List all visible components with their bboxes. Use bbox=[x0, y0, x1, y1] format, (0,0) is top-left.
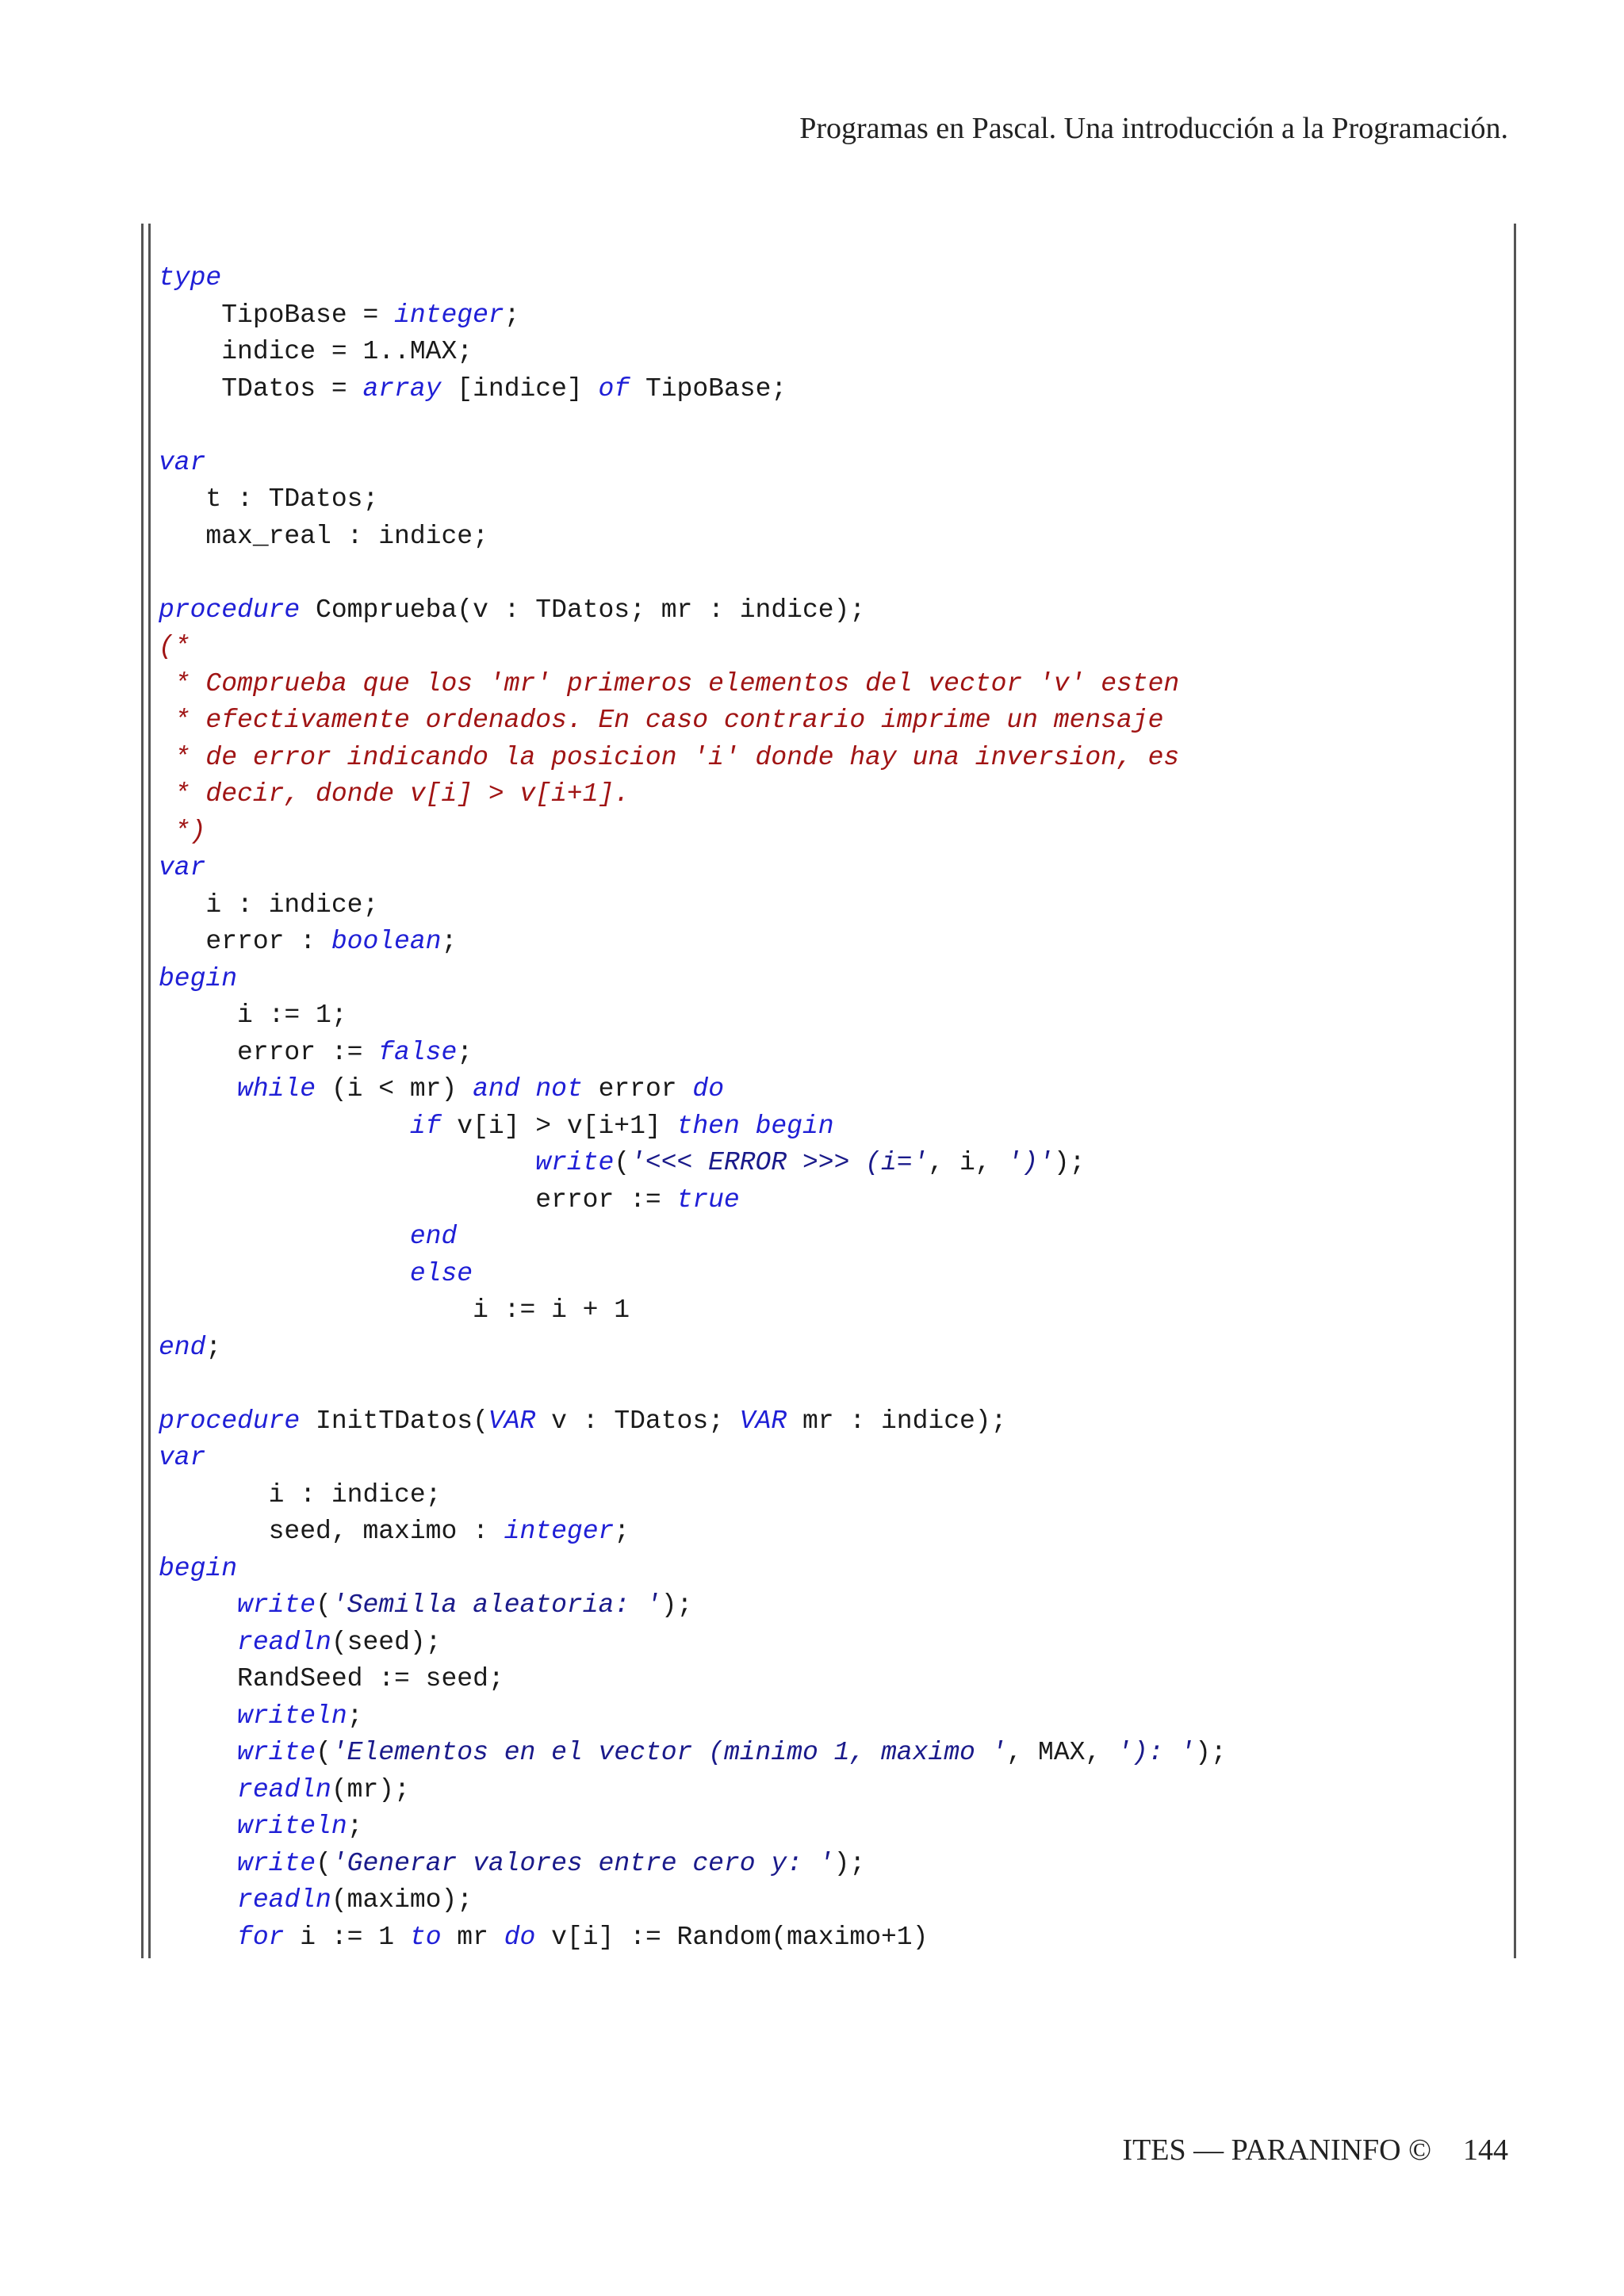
code-line bbox=[159, 1403, 1500, 1441]
code-text: [indice] bbox=[441, 373, 599, 404]
code-keyword: else bbox=[409, 1258, 473, 1288]
code-keyword: readln bbox=[237, 1627, 331, 1657]
code-keyword: begin bbox=[159, 963, 238, 993]
code-comment: * decir, donde v[i] > v[i+1]. bbox=[159, 779, 630, 809]
code-text: indice = 1..MAX; bbox=[159, 337, 473, 366]
right-rule bbox=[1514, 224, 1516, 1958]
code-line bbox=[159, 592, 1500, 629]
pascal-code-block bbox=[159, 260, 1500, 1956]
code-keyword: type bbox=[159, 263, 222, 293]
code-text: TDatos = bbox=[159, 373, 363, 404]
code-keyword: writeln bbox=[237, 1701, 347, 1731]
code-line bbox=[159, 1108, 1500, 1146]
code-text: (maximo); bbox=[331, 1885, 473, 1915]
code-keyword: writeln bbox=[237, 1812, 347, 1841]
code-line bbox=[159, 702, 1500, 740]
code-keyword: write bbox=[535, 1148, 615, 1177]
code-keyword: begin bbox=[159, 1553, 238, 1583]
code-comment: (* bbox=[159, 632, 190, 661]
code-keyword: procedure bbox=[159, 1406, 301, 1436]
code-text: v[i] := Random(maximo+1) bbox=[535, 1922, 929, 1952]
code-keyword: readln bbox=[237, 1885, 331, 1915]
code-line bbox=[159, 334, 1500, 371]
code-line bbox=[159, 1477, 1500, 1514]
code-line bbox=[159, 1735, 1500, 1772]
code-comment: *) bbox=[159, 816, 206, 846]
code-text: (mr); bbox=[331, 1774, 410, 1804]
code-line bbox=[159, 408, 1500, 445]
code-line bbox=[159, 1772, 1500, 1809]
code-keyword: boolean bbox=[331, 927, 442, 956]
code-keyword: for bbox=[237, 1922, 285, 1952]
code-line bbox=[159, 297, 1500, 335]
code-line bbox=[159, 1071, 1500, 1108]
code-text: ); bbox=[661, 1590, 693, 1620]
code-text: ( bbox=[614, 1148, 630, 1177]
code-line bbox=[159, 629, 1500, 666]
code-text: ); bbox=[1053, 1148, 1086, 1177]
code-text: t : TDatos; bbox=[159, 484, 379, 514]
page-number: 144 bbox=[1463, 2133, 1508, 2167]
code-line bbox=[159, 850, 1500, 887]
code-text: , i, bbox=[928, 1148, 1007, 1177]
code-line bbox=[159, 776, 1500, 813]
code-string: ')' bbox=[1006, 1148, 1054, 1177]
code-text: (seed); bbox=[331, 1627, 442, 1657]
code-text: ; bbox=[347, 1701, 363, 1731]
running-header: Programas en Pascal. Una introducción a la Programación. bbox=[799, 112, 1508, 145]
code-line bbox=[159, 1698, 1500, 1735]
code-text: max_real : indice; bbox=[159, 521, 488, 551]
code-line bbox=[159, 1624, 1500, 1662]
code-keyword: VAR bbox=[739, 1406, 787, 1436]
left-double-rule-inner bbox=[148, 224, 151, 1958]
code-text: ); bbox=[1195, 1738, 1227, 1767]
code-keyword: end bbox=[409, 1222, 458, 1251]
code-text: ; bbox=[504, 300, 520, 330]
code-line bbox=[159, 1182, 1500, 1219]
code-text: , MAX, bbox=[1006, 1738, 1117, 1767]
code-line bbox=[159, 555, 1500, 592]
code-line bbox=[159, 1219, 1500, 1256]
code-keyword: true bbox=[676, 1184, 740, 1215]
code-keyword: integer bbox=[394, 300, 504, 330]
footer-publisher: ITES — PARANINFO © bbox=[1122, 2133, 1431, 2167]
code-line bbox=[159, 1919, 1500, 1957]
code-text: mr : indice); bbox=[787, 1406, 1007, 1436]
code-text bbox=[159, 1812, 237, 1841]
code-comment: * Comprueba que los 'mr' primeros elementos del vector 'v' esten bbox=[159, 668, 1180, 698]
code-keyword: and bbox=[473, 1074, 520, 1104]
code-text: error : bbox=[159, 927, 331, 956]
code-text: ; bbox=[614, 1517, 630, 1546]
code-string: 'Semilla aleatoria: ' bbox=[331, 1590, 661, 1620]
code-text bbox=[159, 1148, 535, 1177]
code-text bbox=[159, 1701, 237, 1731]
code-line bbox=[159, 1292, 1500, 1330]
code-line bbox=[159, 519, 1500, 556]
code-keyword: not bbox=[535, 1074, 583, 1104]
code-text bbox=[159, 1738, 237, 1767]
code-text: error := bbox=[159, 1184, 677, 1215]
code-string: '): ' bbox=[1116, 1738, 1196, 1767]
code-text bbox=[520, 1074, 536, 1104]
code-text bbox=[159, 1849, 237, 1878]
code-keyword: false bbox=[378, 1037, 458, 1067]
code-text: Comprueba(v : TDatos; mr : indice); bbox=[300, 595, 866, 625]
code-text: i := i + 1 bbox=[159, 1295, 630, 1325]
code-line bbox=[159, 1145, 1500, 1182]
code-text bbox=[159, 1628, 237, 1657]
code-listing-frame bbox=[141, 224, 1516, 1958]
code-keyword: do bbox=[504, 1922, 536, 1952]
code-line bbox=[159, 1330, 1500, 1367]
code-keyword: do bbox=[692, 1074, 724, 1104]
code-keyword: then bbox=[676, 1111, 740, 1141]
code-string: 'Generar valores entre cero y: ' bbox=[331, 1848, 834, 1878]
code-line bbox=[159, 445, 1500, 482]
code-line bbox=[159, 666, 1500, 703]
code-string: 'Elementos en el vector (minimo 1, maximo ' bbox=[331, 1738, 1007, 1767]
code-line bbox=[159, 1587, 1500, 1624]
code-keyword: array bbox=[362, 373, 442, 404]
code-text bbox=[159, 1923, 237, 1952]
code-text: v : TDatos; bbox=[535, 1406, 740, 1436]
code-keyword: readln bbox=[237, 1774, 331, 1804]
code-text: i : indice; bbox=[159, 890, 379, 920]
code-text bbox=[740, 1112, 756, 1141]
code-text: ( bbox=[316, 1738, 331, 1767]
code-line bbox=[159, 481, 1500, 519]
code-text: i := 1; bbox=[159, 1001, 347, 1030]
code-text: v[i] > v[i+1] bbox=[441, 1111, 677, 1141]
code-keyword: procedure bbox=[159, 595, 301, 625]
code-line bbox=[159, 924, 1500, 961]
left-double-rule-outer bbox=[141, 224, 144, 1958]
code-text: mr bbox=[441, 1922, 504, 1952]
code-string: '<<< ERROR >>> (i=' bbox=[630, 1148, 929, 1177]
code-keyword: var bbox=[159, 447, 206, 477]
code-line bbox=[159, 1551, 1500, 1588]
code-keyword: write bbox=[237, 1590, 316, 1620]
code-text: ; bbox=[457, 1037, 473, 1067]
code-text: TipoBase; bbox=[630, 373, 787, 404]
code-text: InitTDatos( bbox=[300, 1406, 488, 1436]
code-text: ( bbox=[316, 1848, 331, 1878]
code-keyword: write bbox=[237, 1848, 316, 1878]
code-text bbox=[159, 1775, 237, 1804]
code-text: RandSeed := seed; bbox=[159, 1664, 504, 1693]
code-keyword: while bbox=[237, 1074, 316, 1104]
code-keyword: of bbox=[598, 373, 630, 404]
code-line bbox=[159, 740, 1500, 777]
code-keyword: end bbox=[159, 1332, 206, 1362]
code-line bbox=[159, 961, 1500, 998]
code-text bbox=[159, 1259, 410, 1288]
code-keyword: var bbox=[159, 853, 206, 882]
code-keyword: VAR bbox=[488, 1406, 536, 1436]
code-keyword: integer bbox=[504, 1517, 615, 1546]
code-line bbox=[159, 260, 1500, 297]
code-text: ); bbox=[833, 1848, 866, 1878]
code-line bbox=[159, 1366, 1500, 1403]
code-line bbox=[159, 887, 1500, 924]
code-keyword: var bbox=[159, 1443, 206, 1472]
code-keyword: begin bbox=[755, 1111, 834, 1141]
code-text: error := bbox=[159, 1037, 379, 1067]
code-keyword: write bbox=[237, 1738, 316, 1767]
code-line bbox=[159, 1846, 1500, 1883]
code-text: i := 1 bbox=[284, 1922, 410, 1952]
code-line bbox=[159, 1661, 1500, 1698]
code-text: TipoBase = bbox=[159, 300, 395, 330]
code-text: ; bbox=[205, 1332, 222, 1362]
code-text bbox=[159, 1590, 237, 1620]
code-line bbox=[159, 371, 1500, 408]
code-keyword: if bbox=[409, 1111, 442, 1141]
code-comment: * de error indicando la posicion 'i' donde hay una inversion, es bbox=[159, 742, 1180, 772]
code-line bbox=[159, 1808, 1500, 1846]
code-line bbox=[159, 1882, 1500, 1919]
code-text: ( bbox=[316, 1590, 331, 1620]
code-line bbox=[159, 1035, 1500, 1072]
code-text: seed, maximo : bbox=[159, 1517, 504, 1546]
code-text: ; bbox=[441, 927, 458, 956]
code-text: (i < mr) bbox=[316, 1074, 473, 1104]
code-keyword: to bbox=[409, 1922, 442, 1952]
code-text bbox=[159, 1885, 237, 1915]
code-text bbox=[159, 1222, 410, 1251]
code-comment: * efectivamente ordenados. En caso contrario imprime un mensaje bbox=[159, 706, 1164, 735]
code-line bbox=[159, 997, 1500, 1035]
code-line bbox=[159, 1256, 1500, 1293]
code-text bbox=[159, 1074, 237, 1104]
code-text: ; bbox=[347, 1812, 363, 1841]
code-text: i : indice; bbox=[159, 1479, 442, 1510]
page-footer bbox=[1122, 2133, 1508, 2168]
code-line bbox=[159, 813, 1500, 851]
code-line bbox=[159, 1440, 1500, 1477]
code-text bbox=[159, 1112, 410, 1141]
code-text: error bbox=[582, 1074, 693, 1104]
code-line bbox=[159, 1513, 1500, 1551]
